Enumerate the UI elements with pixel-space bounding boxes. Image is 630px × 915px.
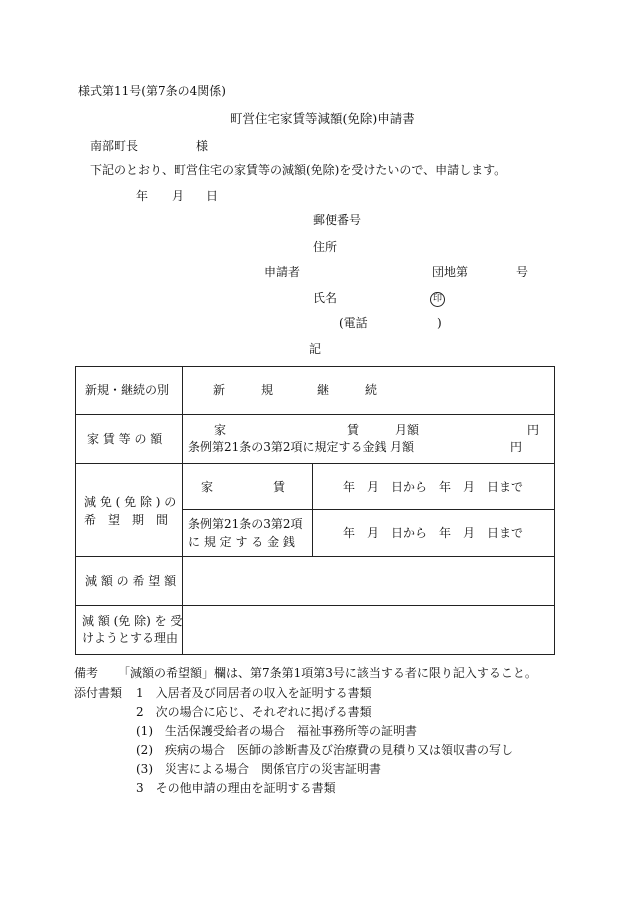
remarks-label: 備考 — [74, 666, 99, 680]
row-reason-label-l2: けようとする理由 — [82, 631, 179, 645]
desired-reduction-field[interactable] — [184, 558, 553, 604]
table-rule — [75, 414, 555, 415]
option-continue[interactable]: 継 続 — [317, 383, 378, 397]
phone-close: ) — [437, 316, 442, 330]
period-ordinance-label-l1: 条例第21条の3第2項 — [188, 517, 303, 531]
row-period-label-l1: 減 免 ( 免 除 ) の — [84, 495, 177, 509]
address-label: 住所 — [313, 240, 338, 254]
document-title: 町営住宅家賃等減額(免除)申請書 — [230, 111, 415, 126]
attachment-item: 1 入居者及び同居者の収入を証明する書類 — [136, 686, 372, 700]
postal-code-label: 郵便番号 — [313, 213, 362, 227]
date-year: 年 — [136, 189, 149, 203]
row-new-continue-label: 新規・継続の別 — [85, 383, 170, 397]
ordinance-money-label: 条例第21条の3第2項に規定する金銭 — [188, 440, 387, 454]
name-label: 氏名 — [313, 291, 338, 305]
ki-label: 記 — [309, 342, 322, 356]
remarks-text: 「減額の希望額」欄は、第7条第1項第3号に該当する者に限り記入すること。 — [118, 666, 537, 680]
table-rule — [312, 463, 313, 556]
option-new[interactable]: 新 規 — [213, 383, 274, 397]
rent-label-b: 賃 — [347, 423, 360, 437]
reason-field[interactable] — [184, 607, 553, 653]
form-number: 様式第11号(第7条の4関係) — [78, 84, 226, 98]
period-rent-label: 家 賃 — [201, 480, 286, 494]
table-rule — [182, 366, 183, 655]
addressee-name: 南部町長 — [90, 139, 139, 153]
attachment-item: (1) 生活保護受給者の場合 福祉事務所等の証明書 — [136, 724, 418, 738]
attachments-label: 添付書類 — [74, 686, 123, 700]
ordinance-monthly-label: 月額 — [390, 440, 415, 454]
seal-icon: 印 — [430, 292, 445, 307]
rent-yen-unit: 円 — [527, 423, 540, 437]
period-rent-range[interactable]: 年 月 日から 年 月 日まで — [343, 480, 524, 494]
ordinance-yen-unit: 円 — [510, 440, 523, 454]
rent-monthly-label: 月額 — [395, 423, 420, 437]
table-rule — [183, 509, 555, 510]
date-day: 日 — [206, 189, 219, 203]
period-ordinance-range[interactable]: 年 月 日から 年 月 日まで — [343, 526, 524, 540]
applicant-label: 申請者 — [264, 265, 301, 279]
period-ordinance-label-l2: に 規 定 す る 金 銭 — [188, 535, 295, 549]
attachment-item: 2 次の場合に応じ、それぞれに掲げる書類 — [136, 705, 372, 719]
row-rent-amount-label: 家 賃 等 の 額 — [87, 432, 163, 446]
row-desired-reduction-label: 減 額 の 希 望 額 — [85, 574, 177, 588]
addressee-honorific: 様 — [196, 139, 209, 153]
rent-label-a: 家 — [214, 423, 227, 437]
attachment-item: (2) 疾病の場合 医師の診断書及び治療費の見積り又は領収書の写し — [136, 743, 514, 757]
table-rule — [75, 463, 555, 464]
attachment-item: (3) 災害による場合 関係官庁の災害証明書 — [136, 762, 381, 776]
danchi-label: 団地第 — [432, 265, 469, 279]
table-rule — [75, 605, 555, 606]
attachment-item: 3 その他申請の理由を証明する書類 — [136, 781, 336, 795]
date-month: 月 — [172, 189, 185, 203]
table-rule — [75, 556, 555, 557]
intro-text: 下記のとおり、町営住宅の家賃等の減額(免除)を受けたいので、申請します。 — [90, 163, 507, 177]
seal-mark — [430, 290, 445, 307]
go-label: 号 — [516, 265, 529, 279]
row-reason-label-l1: 減 額 (免 除) を 受 — [82, 614, 183, 628]
phone-open: (電話 — [339, 316, 368, 330]
row-period-label-l2: 希 望 期 間 — [84, 513, 169, 527]
